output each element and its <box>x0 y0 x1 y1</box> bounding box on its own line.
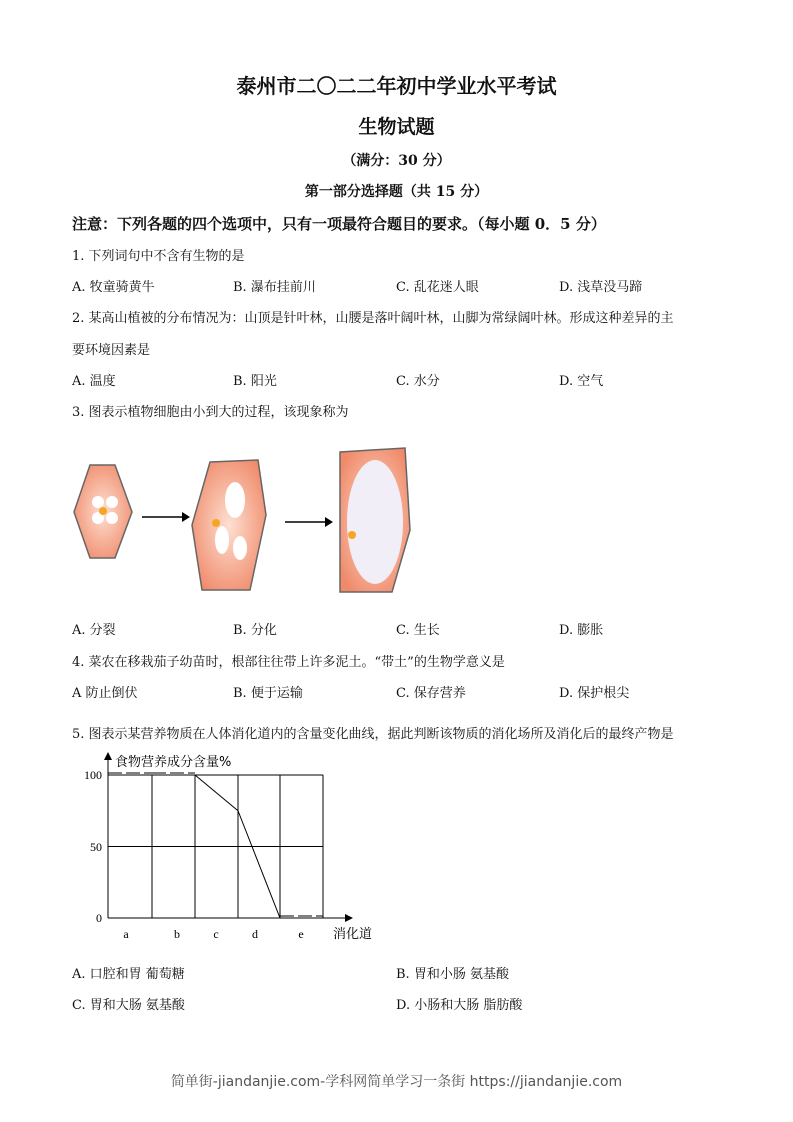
q3-option-b: B. 分化 <box>233 623 277 638</box>
curve-segment <box>195 775 238 811</box>
q1-option-a: A. 牧童骑黄牛 <box>72 280 155 295</box>
x-tick-b: b <box>174 927 180 941</box>
x-tick-e: e <box>298 927 304 941</box>
x-tick-c: c <box>213 927 219 941</box>
exam-title: 泰州市二〇二二年初中学业水平考试 <box>236 74 557 98</box>
question-5-stem: 5. 图表示某营养物质在人体消化道内的含量变化曲线，据此判断该物质的消化场所及消化后的最终产物是 <box>72 727 674 742</box>
y-tick-50: 50 <box>90 840 102 854</box>
q2-option-a: A. 温度 <box>72 374 116 389</box>
q1-option-b: B. 瀑布挂前川 <box>233 280 316 295</box>
q5-option-d: D. 小肠和大肠 脂肪酸 <box>396 998 523 1013</box>
content-curve <box>108 773 323 918</box>
curve-segment <box>238 811 280 918</box>
q3-option-a: A. 分裂 <box>72 623 116 638</box>
y-tick-100: 100 <box>84 768 102 782</box>
question-3-stem: 3. 图表示植物细胞由小到大的过程，该现象称为 <box>72 405 349 420</box>
x-tick-d: d <box>252 927 258 941</box>
q4-option-a: A 防止倒伏 <box>72 686 138 701</box>
q2-option-b: B. 阳光 <box>233 374 277 389</box>
q1-option-c: C. 乱花迷人眼 <box>396 280 479 295</box>
x-axis-label: 消化道 <box>333 927 373 942</box>
question-4-stem: 4. 菜农在移栽茄子幼苗时，根部往往带上许多泥土。“带土”的生物学意义是 <box>72 655 505 670</box>
footer-watermark: 简单街-jiandanjie.com-学科网简单学习一条街 https://jiandanjie.com <box>170 1074 623 1090</box>
question-1-stem: 1. 下列词句中不含有生物的是 <box>72 249 245 264</box>
q5-option-c: C. 胃和大肠 氨基酸 <box>72 998 185 1013</box>
q3-option-c: C. 生长 <box>396 623 440 638</box>
y-axis-label: 食物营养成分含量% <box>115 755 232 770</box>
instructions: 注意：下列各题的四个选项中，只有一项最符合题目的要求。（每小题 0．5 分） <box>72 215 606 233</box>
q2-option-d: D. 空气 <box>559 374 604 389</box>
x-tick-a: a <box>123 927 129 941</box>
chart-grid <box>108 775 323 918</box>
x-axis-arrow-icon <box>345 914 353 922</box>
q1-option-d: D. 浅草没马蹄 <box>559 280 643 295</box>
q5-option-b: B. 胃和小肠 氨基酸 <box>396 967 509 982</box>
section-title: 第一部分选择题（共 15 分） <box>304 184 489 200</box>
question-2-stem: 2. 某高山植被的分布情况为：山顶是针叶林，山腰是落叶阔叶林，山脚为常绿阔叶林。形成这种差异的主 <box>72 311 674 326</box>
q4-option-d: D. 保护根尖 <box>559 686 630 701</box>
q5-option-a: A. 口腔和胃 葡萄糖 <box>72 967 185 982</box>
y-axis-arrow-icon <box>104 752 112 760</box>
q2-option-c: C. 水分 <box>396 374 440 389</box>
subject-title: 生物试题 <box>358 116 435 138</box>
q4-option-c: C. 保存营养 <box>396 686 466 701</box>
q4-option-b: B. 便于运输 <box>233 686 303 701</box>
q3-option-d: D. 膨胀 <box>559 623 604 638</box>
full-score: （满分：30 分） <box>342 153 451 169</box>
question-2-stem-cont: 要环境因素是 <box>72 343 151 358</box>
y-tick-0: 0 <box>96 911 102 925</box>
